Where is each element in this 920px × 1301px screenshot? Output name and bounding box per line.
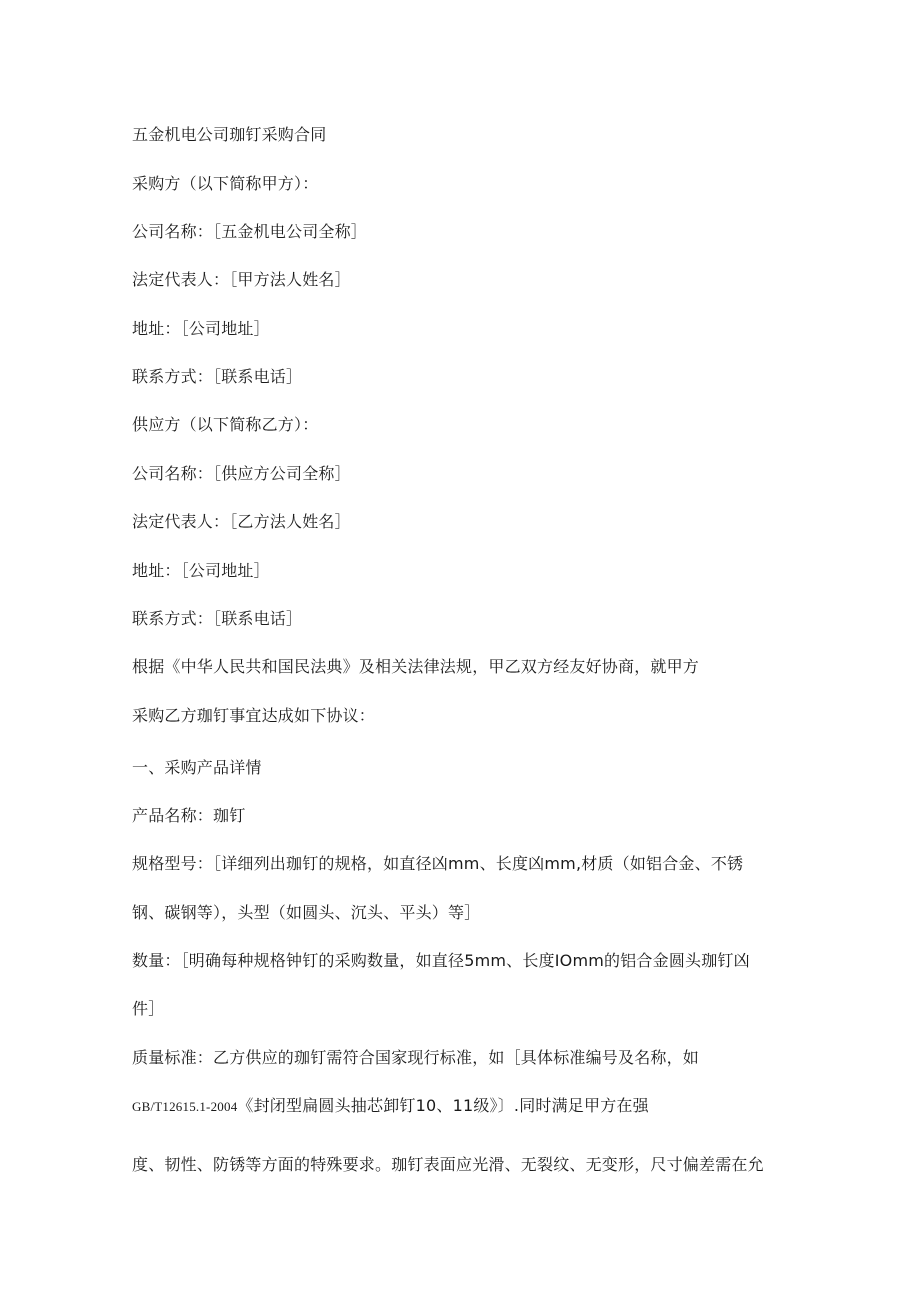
standard-code: GB/T12615.1-2004 [132, 1099, 238, 1114]
quality-line-2 [132, 1095, 649, 1118]
preamble-line-1: 根据《中华人民共和国民法典》及相关法律法规，甲乙双方经友好协商，就甲方 [132, 657, 700, 676]
buyer-heading: 采购方（以下简称甲方）： [132, 174, 319, 193]
quality-line-3: 度、韧性、防锈等方面的特殊要求。珈钉表面应光滑、无裂纹、无变形，尺寸偏差需在允 [132, 1155, 764, 1174]
buyer-address: 地址：［公司地址］ [132, 319, 270, 338]
quality-line-1: 质量标准：乙方供应的珈钉需符合国家现行标准，如［具体标准编号及名称，如 [132, 1048, 700, 1067]
quantity-line-1: 数量：［明确每种规格钟钉的采购数量，如直径5mm、长度IOmm的铝合金圆头珈钉凶 [132, 951, 750, 970]
supplier-heading: 供应方（以下简称乙方）： [132, 415, 319, 434]
buyer-legal-representative: 法定代表人：［甲方法人姓名］ [132, 270, 351, 289]
document-title: 五金机电公司珈钉采购合同 [132, 125, 327, 144]
buyer-contact: 联系方式：［联系电话］ [132, 367, 303, 386]
supplier-legal-representative: 法定代表人：［乙方法人姓名］ [132, 512, 351, 531]
section-1-heading: 一、采购产品详情 [132, 758, 262, 777]
supplier-contact: 联系方式：［联系电话］ [132, 609, 303, 628]
supplier-address: 地址：［公司地址］ [132, 561, 270, 580]
spec-line-2: 钢、碳钢等），头型（如圆头、沉头、平头）等］ [132, 903, 481, 922]
supplier-company-name: 公司名称：［供应方公司全称］ [132, 464, 351, 483]
product-name: 产品名称：珈钉 [132, 806, 246, 825]
preamble-line-2: 采购乙方珈钉事宜达成如下协议： [132, 706, 376, 725]
spec-line-1: 规格型号：［详细列出珈钉的规格，如直径凶mm、长度凶mm,材质（如铝合金、不锈 [132, 854, 744, 873]
quantity-line-2: 件］ [132, 999, 165, 1018]
buyer-company-name: 公司名称：［五金机电公司全称］ [132, 222, 368, 241]
standard-title: 《封闭型扁圆头抽芯卸钉10、11级》〕.同时满足甲方在强 [237, 1096, 649, 1115]
